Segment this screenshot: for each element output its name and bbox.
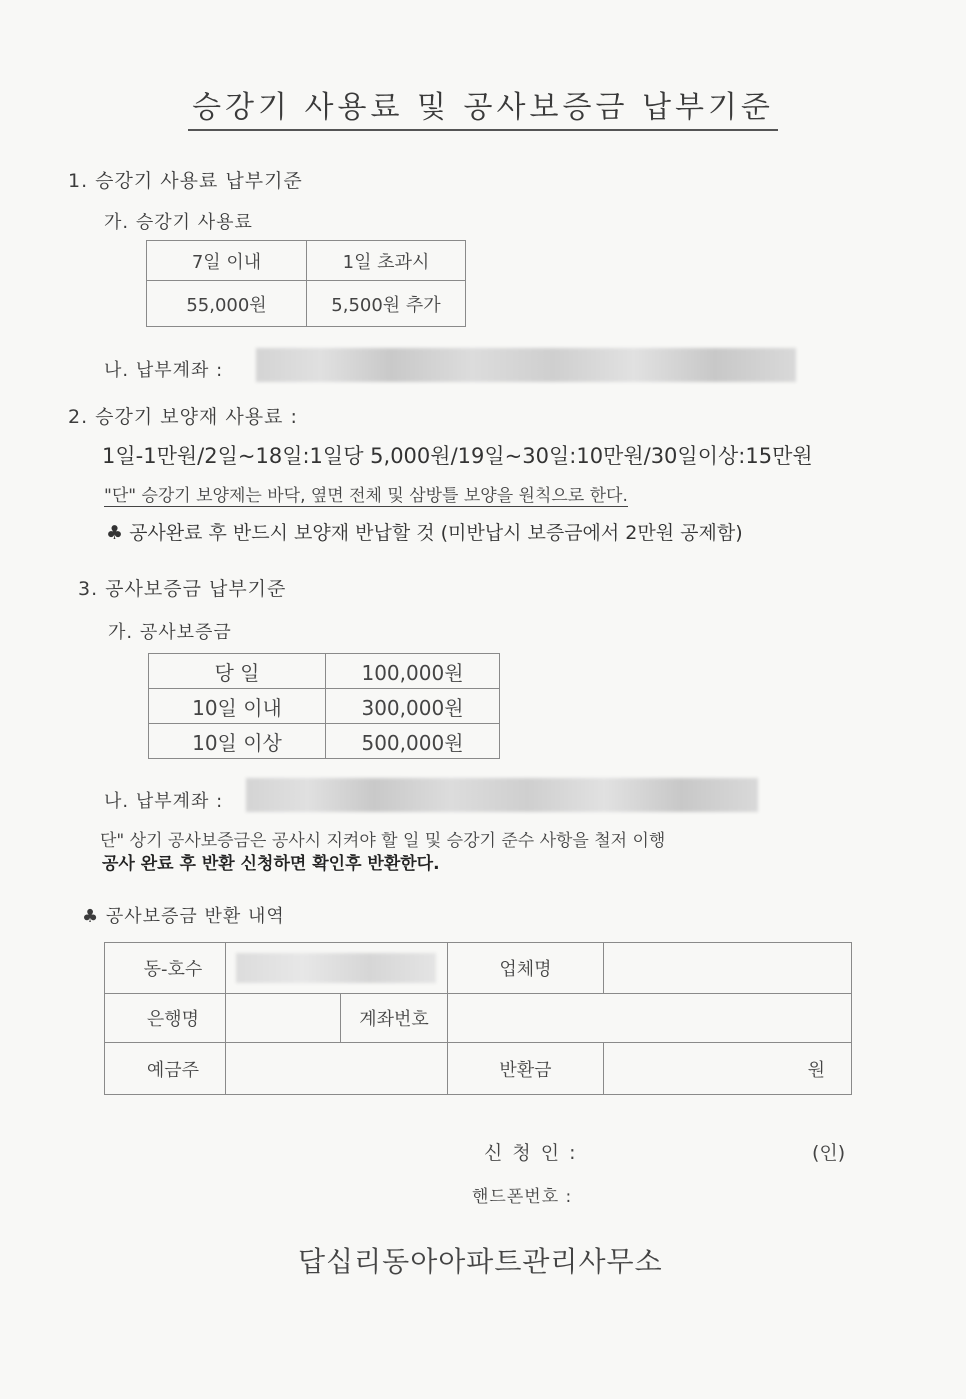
unit-field[interactable] [226,943,448,994]
applicant-label: 신 청 인 : [484,1142,578,1164]
won-unit: 원 [807,1059,825,1081]
phone-label: 핸드폰번호 : [472,1187,573,1207]
deposit-note-line2: 공사 완료 후 반환 신청하면 확인후 반환한다. [102,854,440,874]
unit-label: 동-호수 [105,943,226,994]
office-name: 답십리동아아파트관리사무소 [298,1245,663,1278]
refund-label: 반환금 [448,1043,604,1095]
section3-heading: 3. 공사보증금 납부기준 [78,578,287,600]
redacted-account-2 [246,778,758,812]
table-row [149,724,500,759]
holder-label: 예금주 [105,1043,226,1095]
fee-header-over1day: 1일 초과시 [307,241,466,281]
document-title: 승강기 사용료 및 공사보증금 납부기준 [0,82,966,126]
holder-field[interactable] [226,1043,448,1095]
bank-label: 은행명 [105,994,226,1043]
section1-sub-na: 나. 납부계좌 : [104,360,224,381]
seal-mark: (인) [812,1142,846,1164]
return-heading: ♣ 공사보증금 반환 내역 [82,906,285,927]
company-label: 업체명 [448,943,604,994]
account-field[interactable] [448,994,852,1043]
deposit-table [148,653,500,759]
protection-return-note: ♣ 공사완료 후 반드시 보양재 반납할 것 (미반납시 보증금에서 2만원 공제함) [106,522,743,544]
deposit-note-line1: 단" 상기 공사보증금은 공사시 지켜야 할 일 및 승강기 준수 사항을 철저 이행 [100,831,666,851]
return-form-table [104,942,852,1095]
deposit-period: 10일 이상 [149,724,326,759]
deposit-amount: 100,000원 [326,654,500,689]
company-field[interactable] [604,943,852,994]
deposit-period: 당 일 [149,654,326,689]
section3-sub-na: 나. 납부계좌 : [104,791,224,812]
redacted-account-1 [256,348,796,382]
table-row [149,654,500,689]
section1-heading: 1. 승강기 사용료 납부기준 [68,170,303,192]
protection-fee-line: 1일-1만원/2일~18일:1일당 5,000원/19일~30일:10만원/30일이상:15만원 [102,444,813,468]
deposit-amount: 500,000원 [326,724,500,759]
fee-value-7days: 55,000원 [147,281,307,327]
section1-sub-ga: 가. 승강기 사용료 [104,212,253,233]
fee-value-over1day: 5,500원 추가 [307,281,466,327]
deposit-period: 10일 이내 [149,689,326,724]
section2-heading: 2. 승강기 보양재 사용료 : [68,406,298,428]
deposit-amount: 300,000원 [326,689,500,724]
redacted-unit [236,953,436,983]
section3-sub-ga: 가. 공사보증금 [108,622,232,643]
account-label: 계좌번호 [341,994,448,1043]
fee-header-7days: 7일 이내 [147,241,307,281]
refund-field[interactable] [604,1043,852,1095]
protection-note: "단" 승강기 보양제는 바닥, 옆면 전체 및 삼방틀 보양을 원칙으로 한다. [104,481,628,507]
table-row [149,689,500,724]
bank-field[interactable] [226,994,341,1043]
elevator-fee-table [146,240,466,327]
